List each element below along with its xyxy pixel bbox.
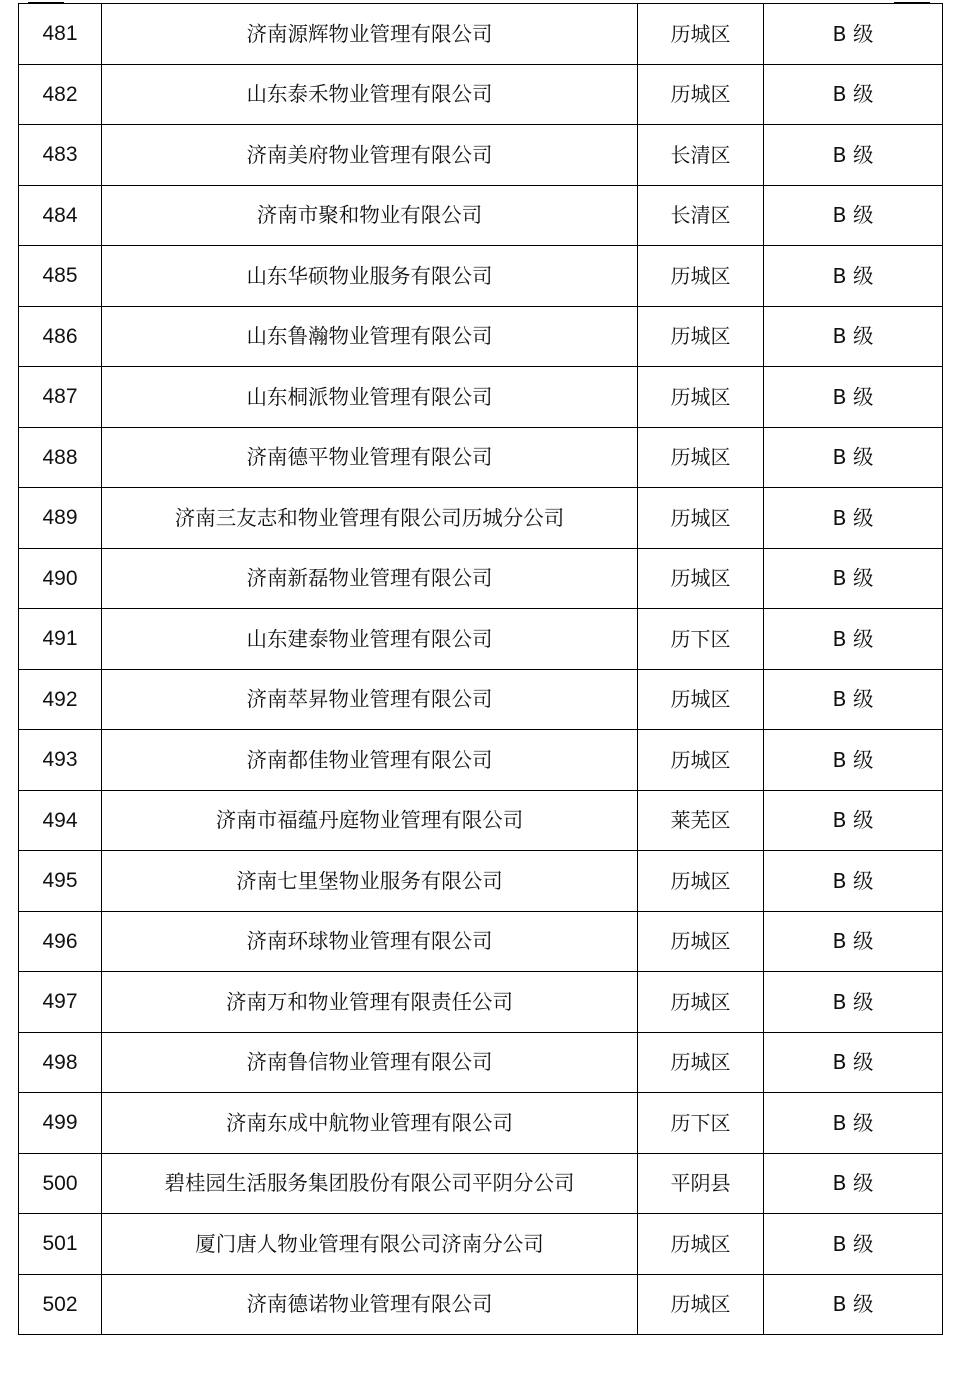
district-cell: 莱芜区 (638, 790, 764, 851)
district-cell: 历城区 (638, 427, 764, 488)
rating-level-cell: B 级 (764, 64, 943, 125)
table-row (19, 972, 943, 1033)
district-cell: 历城区 (638, 911, 764, 972)
table-row (19, 1153, 943, 1214)
row-number-cell: 501 (19, 1214, 102, 1275)
table-row (19, 125, 943, 186)
table-row (19, 367, 943, 428)
row-number-cell: 492 (19, 669, 102, 730)
table-row (19, 427, 943, 488)
table-row (19, 730, 943, 791)
company-name-cell: 山东泰禾物业管理有限公司 (102, 64, 638, 125)
table-row (19, 548, 943, 609)
rating-level-cell: B 级 (764, 488, 943, 549)
company-name-cell: 厦门唐人物业管理有限公司济南分公司 (102, 1214, 638, 1275)
rating-level-cell: B 级 (764, 669, 943, 730)
rating-level-cell: B 级 (764, 367, 943, 428)
table-row (19, 609, 943, 670)
district-cell: 历城区 (638, 730, 764, 791)
row-number-cell: 502 (19, 1274, 102, 1335)
company-name-cell: 山东桐派物业管理有限公司 (102, 367, 638, 428)
company-name-cell: 济南都佳物业管理有限公司 (102, 730, 638, 791)
district-cell: 历城区 (638, 972, 764, 1033)
company-name-cell: 济南市福蕴丹庭物业管理有限公司 (102, 790, 638, 851)
company-name-cell: 济南美府物业管理有限公司 (102, 125, 638, 186)
row-number-cell: 500 (19, 1153, 102, 1214)
company-name-cell: 济南德诺物业管理有限公司 (102, 1274, 638, 1335)
rating-level-cell: B 级 (764, 1214, 943, 1275)
rating-level-cell: B 级 (764, 4, 943, 65)
company-name-cell: 济南源辉物业管理有限公司 (102, 4, 638, 65)
table-row (19, 790, 943, 851)
rating-level-cell: B 级 (764, 548, 943, 609)
row-number-cell: 498 (19, 1032, 102, 1093)
row-number-cell: 489 (19, 488, 102, 549)
company-name-cell: 山东建泰物业管理有限公司 (102, 609, 638, 670)
district-cell: 长清区 (638, 185, 764, 246)
row-number-cell: 493 (19, 730, 102, 791)
company-name-cell: 济南德平物业管理有限公司 (102, 427, 638, 488)
company-name-cell: 济南环球物业管理有限公司 (102, 911, 638, 972)
district-cell: 历城区 (638, 4, 764, 65)
district-cell: 历城区 (638, 367, 764, 428)
company-name-cell: 济南七里堡物业服务有限公司 (102, 851, 638, 912)
row-number-cell: 481 (19, 4, 102, 65)
rating-level-cell: B 级 (764, 427, 943, 488)
district-cell: 长清区 (638, 125, 764, 186)
company-name-cell: 济南萃昇物业管理有限公司 (102, 669, 638, 730)
district-cell: 平阴县 (638, 1153, 764, 1214)
table-row (19, 851, 943, 912)
table-row (19, 306, 943, 367)
row-number-cell: 490 (19, 548, 102, 609)
table-body (19, 4, 943, 1335)
district-cell: 历城区 (638, 669, 764, 730)
district-cell: 历城区 (638, 851, 764, 912)
table-row (19, 185, 943, 246)
rating-level-cell: B 级 (764, 1032, 943, 1093)
rating-level-cell: B 级 (764, 306, 943, 367)
row-number-cell: 495 (19, 851, 102, 912)
table-row (19, 246, 943, 307)
rating-level-cell: B 级 (764, 185, 943, 246)
rating-level-cell: B 级 (764, 1093, 943, 1154)
company-name-cell: 济南新磊物业管理有限公司 (102, 548, 638, 609)
row-number-cell: 496 (19, 911, 102, 972)
row-number-cell: 487 (19, 367, 102, 428)
company-rating-table-wrapper (18, 3, 942, 1335)
company-name-cell: 碧桂园生活服务集团股份有限公司平阴分公司 (102, 1153, 638, 1214)
company-name-cell: 山东鲁瀚物业管理有限公司 (102, 306, 638, 367)
table-row (19, 488, 943, 549)
company-name-cell: 山东华硕物业服务有限公司 (102, 246, 638, 307)
district-cell: 历城区 (638, 1032, 764, 1093)
district-cell: 历城区 (638, 246, 764, 307)
row-number-cell: 499 (19, 1093, 102, 1154)
rating-level-cell: B 级 (764, 246, 943, 307)
company-rating-table (18, 3, 943, 1335)
row-number-cell: 494 (19, 790, 102, 851)
rating-level-cell: B 级 (764, 1153, 943, 1214)
rating-level-cell: B 级 (764, 790, 943, 851)
table-row (19, 911, 943, 972)
district-cell: 历下区 (638, 1093, 764, 1154)
row-number-cell: 483 (19, 125, 102, 186)
row-number-cell: 482 (19, 64, 102, 125)
company-name-cell: 济南鲁信物业管理有限公司 (102, 1032, 638, 1093)
rating-level-cell: B 级 (764, 1274, 943, 1335)
rating-level-cell: B 级 (764, 972, 943, 1033)
district-cell: 历城区 (638, 488, 764, 549)
row-number-cell: 486 (19, 306, 102, 367)
table-row (19, 1274, 943, 1335)
rating-level-cell: B 级 (764, 609, 943, 670)
table-row (19, 4, 943, 65)
table-row (19, 64, 943, 125)
district-cell: 历城区 (638, 64, 764, 125)
company-name-cell: 济南三友志和物业管理有限公司历城分公司 (102, 488, 638, 549)
table-row (19, 669, 943, 730)
rating-level-cell: B 级 (764, 851, 943, 912)
rating-level-cell: B 级 (764, 911, 943, 972)
district-cell: 历城区 (638, 1274, 764, 1335)
row-number-cell: 491 (19, 609, 102, 670)
company-name-cell: 济南万和物业管理有限责任公司 (102, 972, 638, 1033)
company-name-cell: 济南市聚和物业有限公司 (102, 185, 638, 246)
district-cell: 历城区 (638, 1214, 764, 1275)
table-row (19, 1093, 943, 1154)
rating-level-cell: B 级 (764, 125, 943, 186)
table-row (19, 1032, 943, 1093)
rating-level-cell: B 级 (764, 730, 943, 791)
company-name-cell: 济南东成中航物业管理有限公司 (102, 1093, 638, 1154)
district-cell: 历下区 (638, 609, 764, 670)
row-number-cell: 497 (19, 972, 102, 1033)
table-row (19, 1214, 943, 1275)
district-cell: 历城区 (638, 306, 764, 367)
district-cell: 历城区 (638, 548, 764, 609)
row-number-cell: 488 (19, 427, 102, 488)
row-number-cell: 484 (19, 185, 102, 246)
row-number-cell: 485 (19, 246, 102, 307)
